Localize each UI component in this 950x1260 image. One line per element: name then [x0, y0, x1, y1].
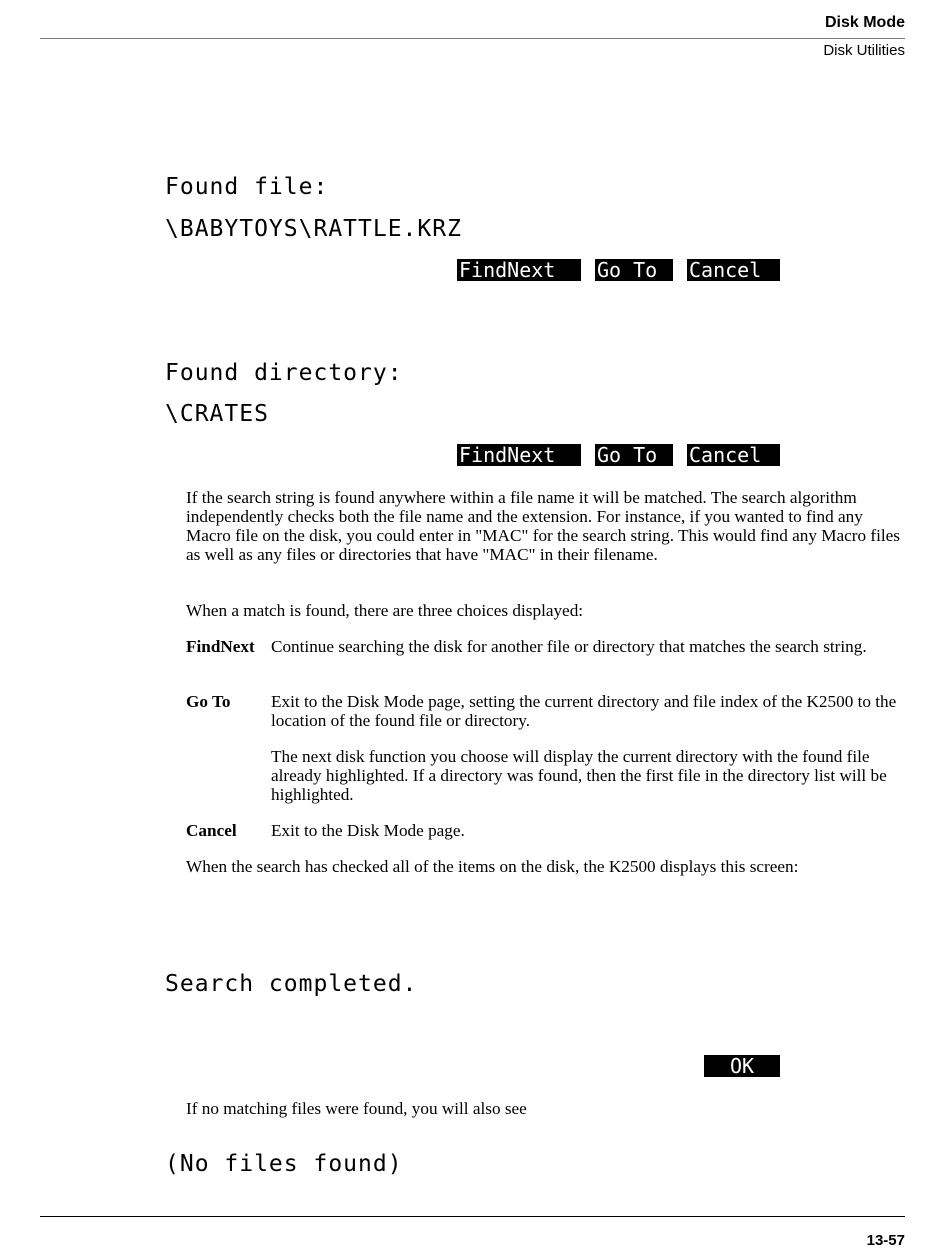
cancel-button[interactable]: Cancel: [687, 444, 780, 466]
goto-button[interactable]: Go To: [595, 444, 673, 466]
findnext-button[interactable]: FindNext: [457, 259, 581, 281]
screen1-line2: \BABYTOYS\RATTLE.KRZ: [165, 216, 462, 242]
screen2-button-row: [457, 444, 780, 466]
header-rule: [40, 38, 905, 39]
screen1-button-row: [457, 259, 780, 281]
ok-button[interactable]: OK: [704, 1055, 780, 1077]
subsection-title: Disk Utilities: [823, 42, 905, 59]
definition-findnext: Continue searching the disk for another file or directory that matches the search string.: [271, 637, 867, 656]
cancel-button[interactable]: Cancel: [687, 259, 780, 281]
screen4-line1: (No files found): [165, 1151, 403, 1177]
term-goto: Go To: [186, 692, 231, 711]
page-number: 13-57: [866, 1232, 905, 1249]
screen2-line2: \CRATES: [165, 401, 269, 427]
definition-goto-note: The next disk function you choose will display the current directory with the found file already highlighted. If a directory was found, then the first file in the directory list will be highlighted.: [271, 747, 887, 804]
definition-goto: Exit to the Disk Mode page, setting the current directory and file index of the K2500 to the location of the found file or directory.: [271, 692, 897, 730]
findnext-button[interactable]: FindNext: [457, 444, 581, 466]
term-findnext: FindNext: [186, 637, 255, 656]
screen3-line1: Search completed.: [165, 971, 418, 997]
paragraph-search-complete: When the search has checked all of the items on the disk, the K2500 displays this screen:: [186, 857, 799, 876]
paragraph-choices-intro: When a match is found, there are three choices displayed:: [186, 601, 584, 620]
footer-rule: [40, 1216, 905, 1217]
goto-button[interactable]: Go To: [595, 259, 673, 281]
screen2-line1: Found directory:: [165, 360, 403, 386]
screen1-line1: Found file:: [165, 174, 329, 200]
paragraph-no-match: If no matching files were found, you will also see: [186, 1099, 527, 1118]
definition-cancel: Exit to the Disk Mode page.: [271, 821, 465, 840]
paragraph-search-match: If the search string is found anywhere within a file name it will be matched. The search algorithm independently checks both the file name and the extension. For instance, if you wanted to find any Macro file on the disk, you could enter in "MAC" for the search string. This would find any Macro files as well as any files or directories that have "MAC" in their filename.: [186, 488, 900, 564]
term-cancel: Cancel: [186, 821, 237, 840]
section-title: Disk Mode: [824, 14, 905, 31]
